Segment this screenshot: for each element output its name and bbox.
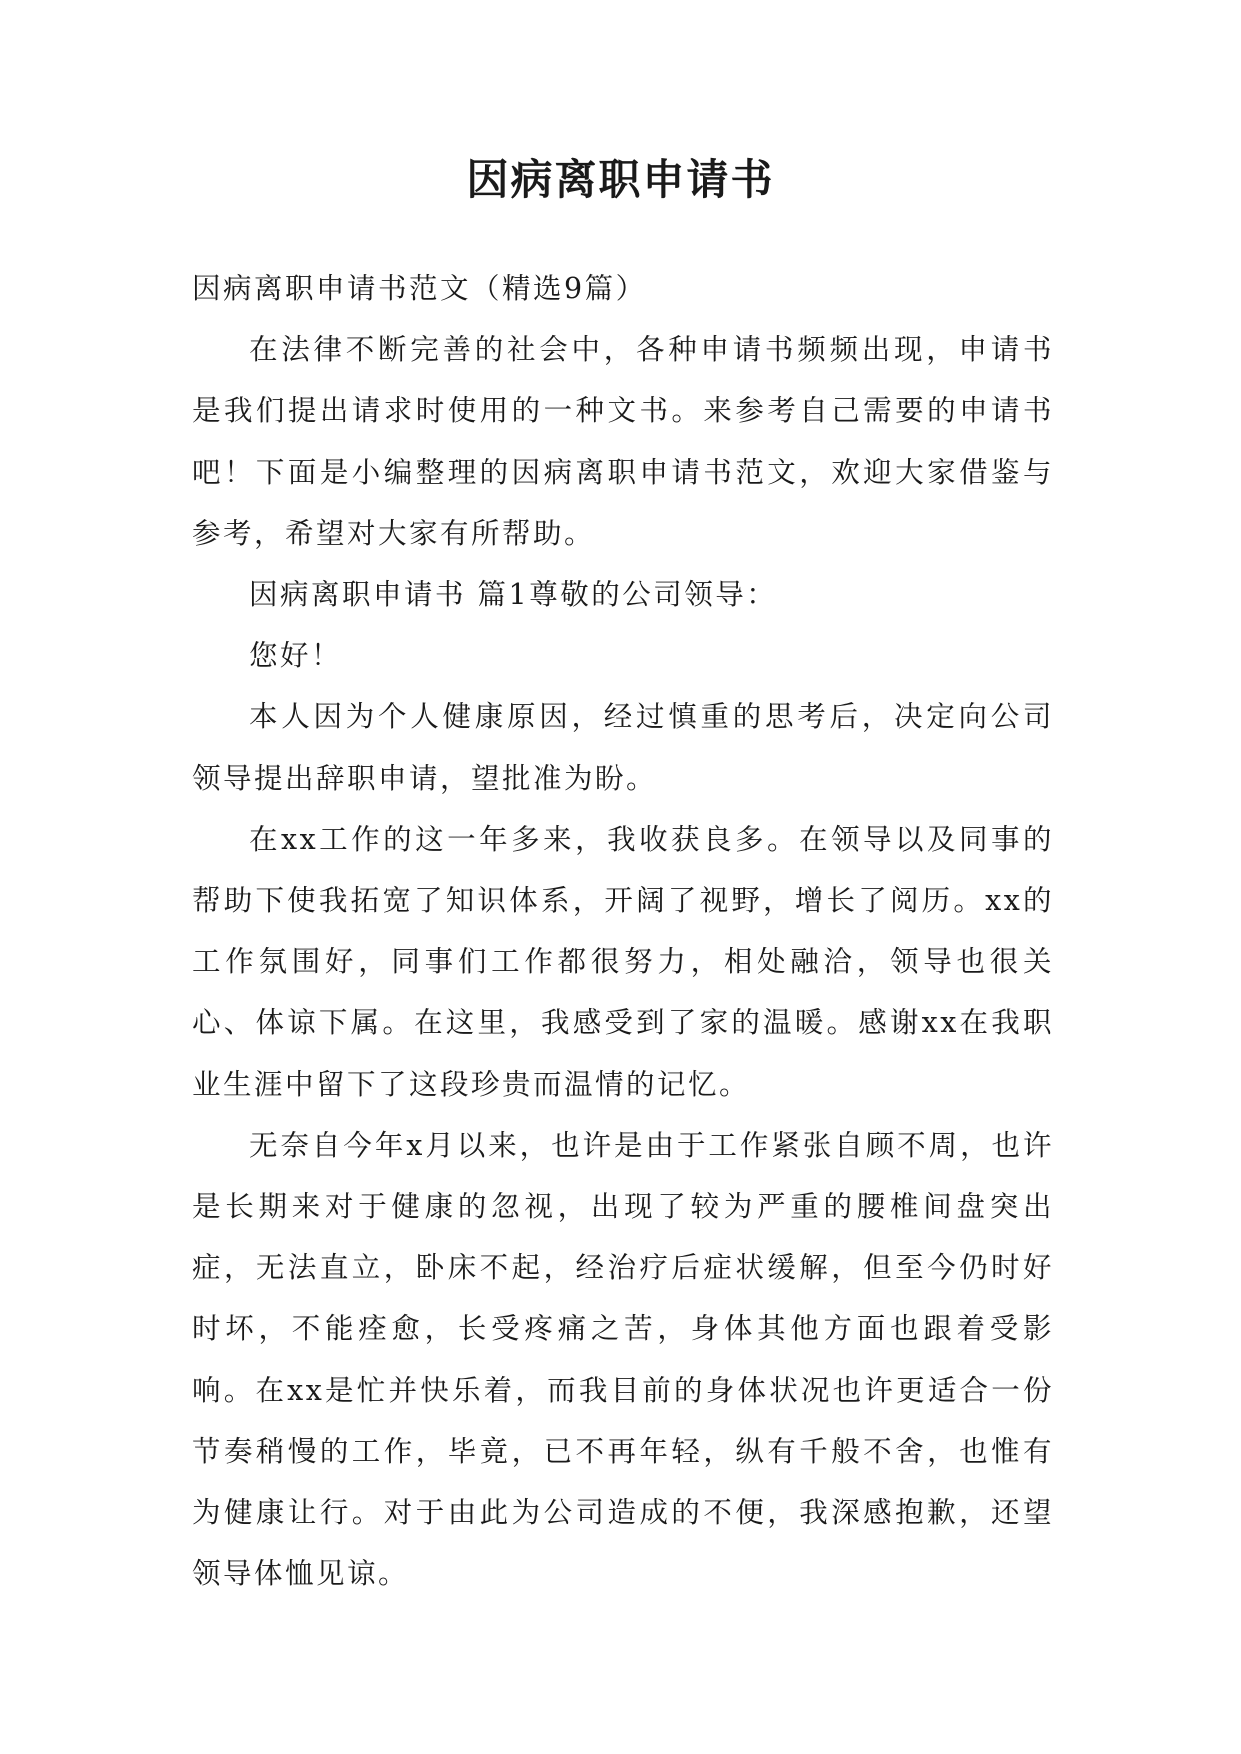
body-paragraph: 在xx工作的这一年多来，我收获良多。在领导以及同事的帮助下使我拓宽了知识体系，开阔了视野，增长了阅历。xx的工作氛围好，同事们工作都很努力，相处融洽，领导也很关心、体谅下属。在这里，我感受到了家的温暖。感谢xx在我职业生涯中留下了这段珍贵而温情的记忆。 [192,822,1054,1101]
section-heading: 因病离职申请书 篇1尊敬的公司领导： [249,578,778,612]
body-paragraph: 无奈自今年x月以来，也许是由于工作紧张自顾不周，也许是长期来对于健康的忽视，出现了较为严重的腰椎间盘突出症，无法直立，卧床不起，经治疗后症状缓解，但至今仍时好时坏，不能痊愈，长受疼痛之苦，身体其他方面也跟着受影响。在xx是忙并快乐着，而我目前的身体状况也许更适合一份节奏稍慢的工作，毕竟，已不再年轻，纵有千般不舍，也惟有为健康让行。对于由此为公司造成的不便，我深感抱歉，还望领导体恤见谅。 [192,1128,1054,1591]
document-title: 因病离职申请书 [466,155,775,204]
intro-paragraph: 在法律不断完善的社会中，各种申请书频频出现，申请书是我们提出请求时使用的一种文书。来参考自己需要的申请书吧！下面是小编整理的因病离职申请书范文，欢迎大家借鉴与参考，希望对大家有所帮助。 [192,333,1054,550]
body-paragraph: 本人因为个人健康原因，经过慎重的思考后，决定向公司领导提出辞职申请，望批准为盼。 [192,700,1054,795]
subtitle-paragraph: 因病离职申请书范文（精选9篇） [192,272,647,305]
greeting-paragraph: 您好！ [249,639,343,673]
document-body [192,258,1054,1604]
